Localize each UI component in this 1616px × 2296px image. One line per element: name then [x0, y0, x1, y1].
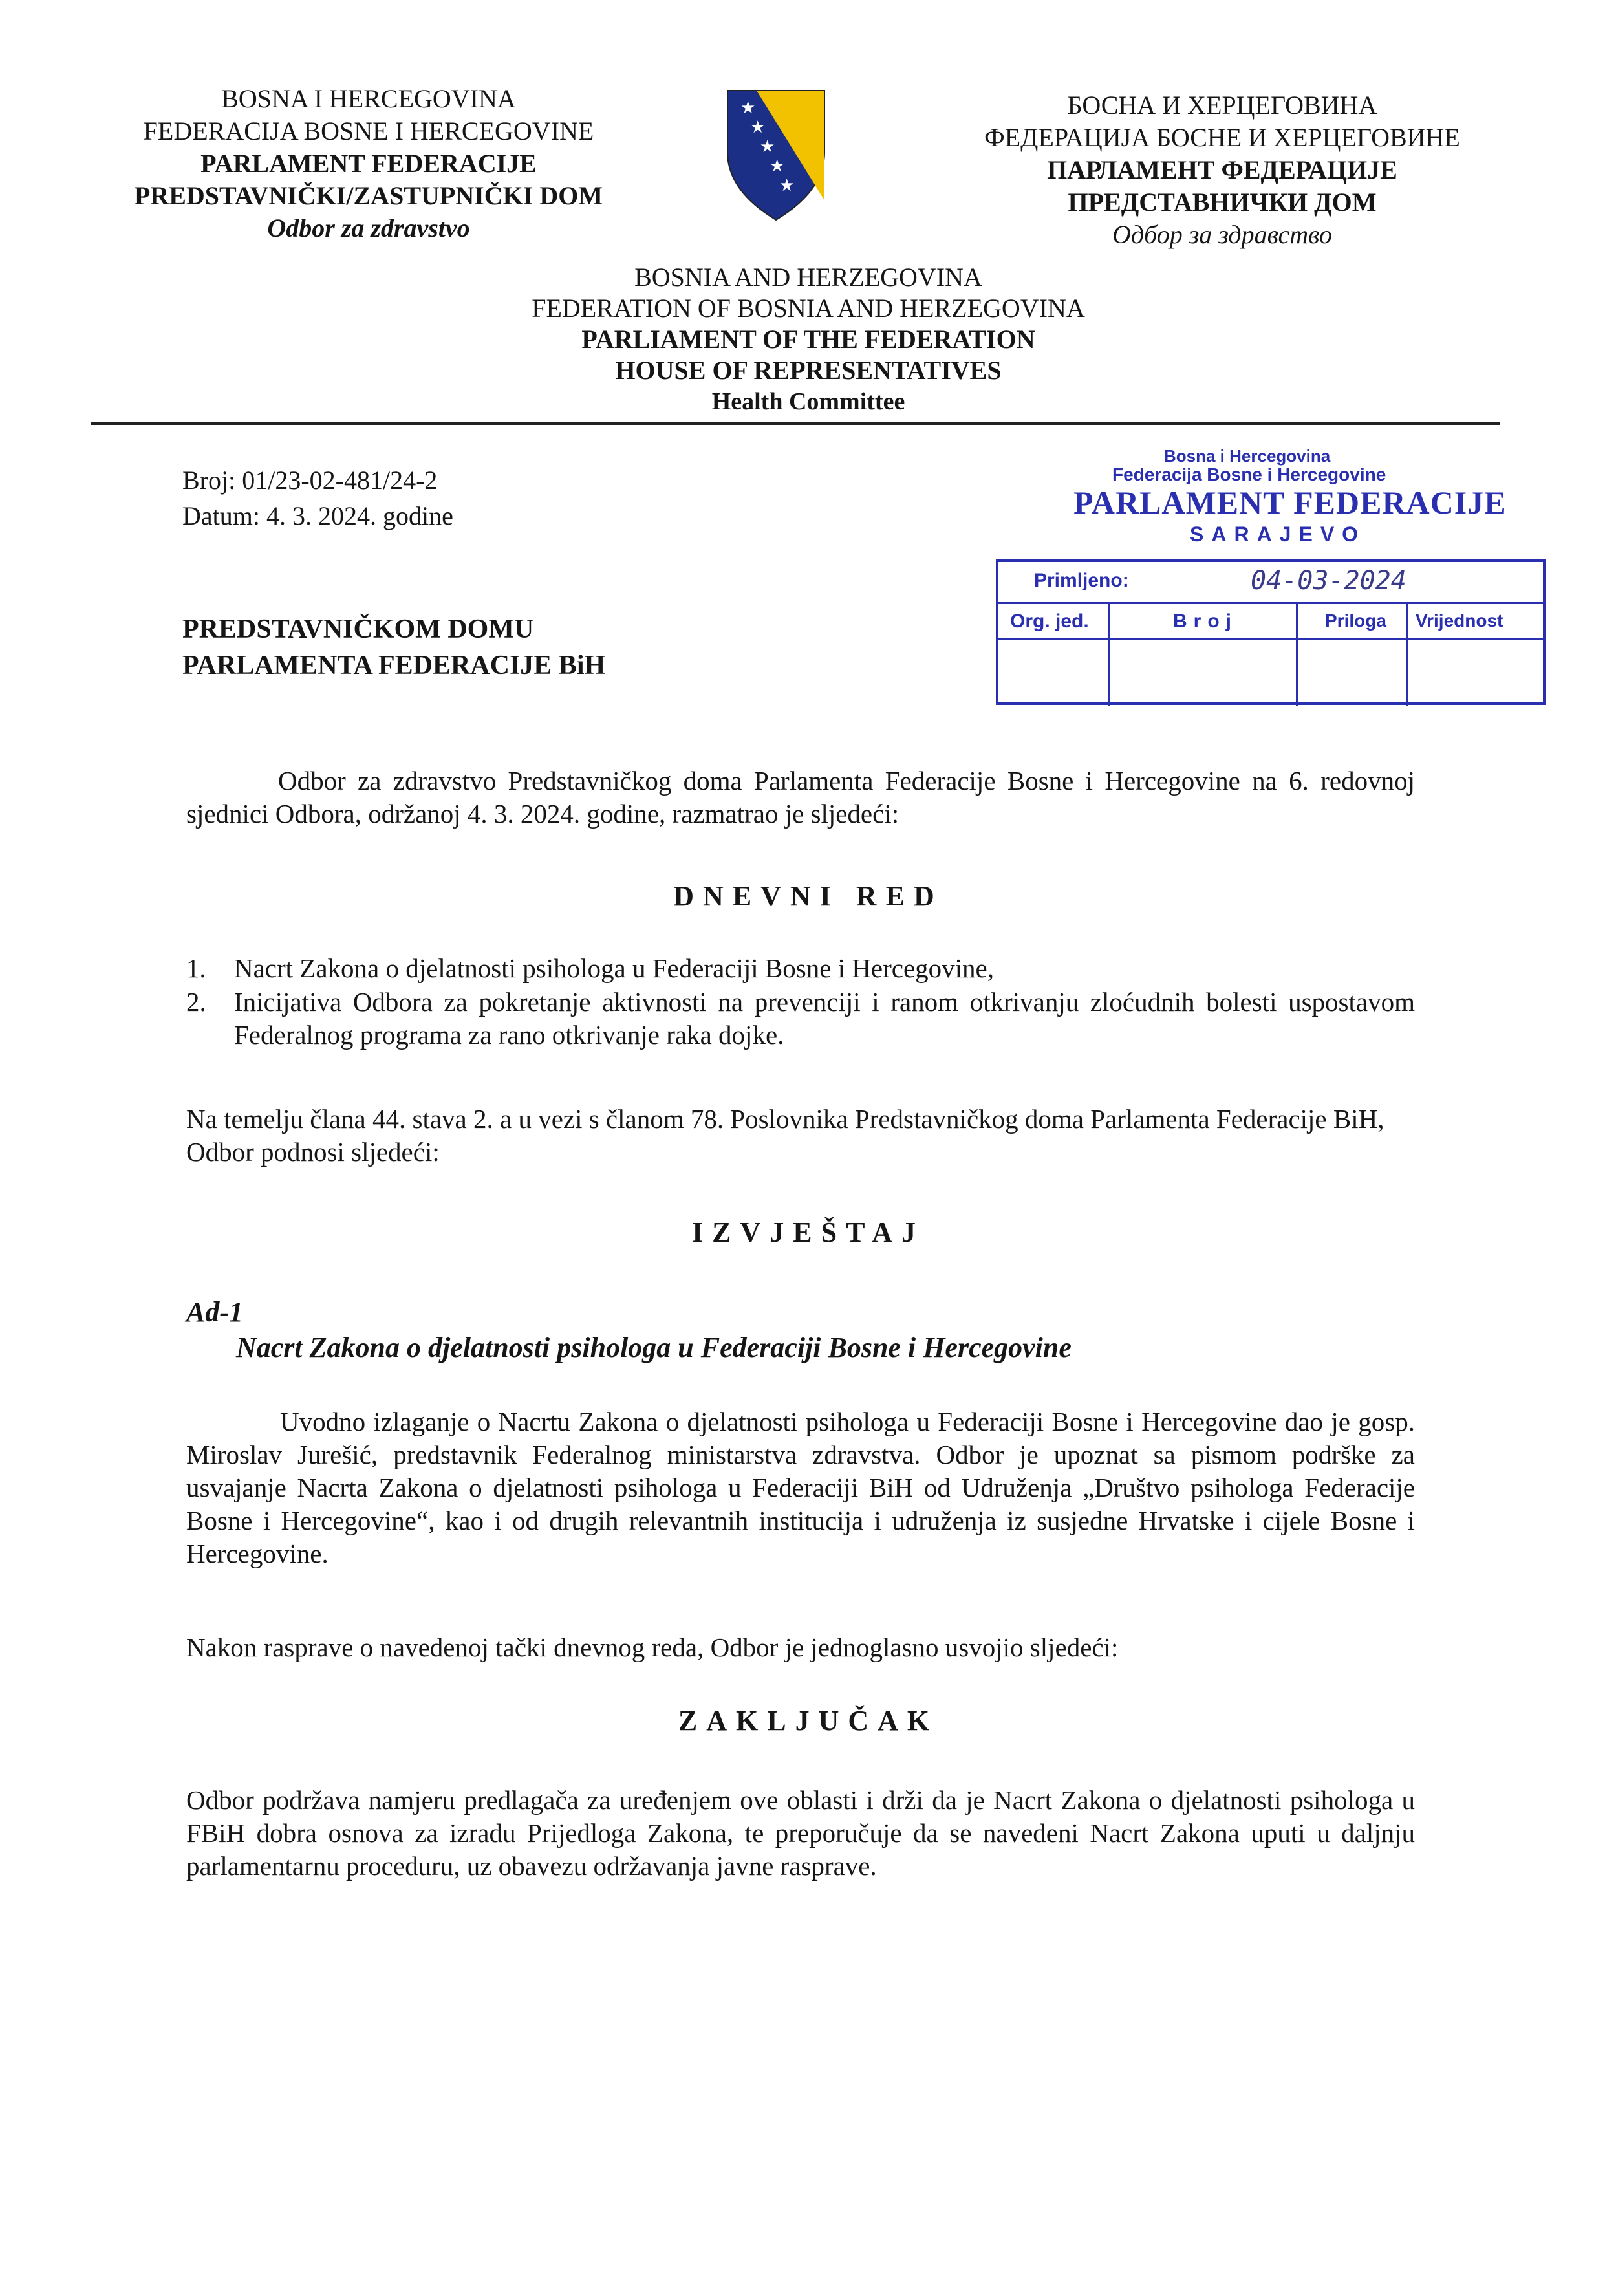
stamp-received-date: 04-03-2024 [1251, 566, 1406, 596]
header-center-house: HOUSE OF REPRESENTATIVES [615, 356, 1002, 385]
header-left [91, 83, 647, 244]
recipient [182, 611, 605, 684]
header-center-entity: FEDERATION OF BOSNIA AND HERZEGOVINA [532, 294, 1085, 323]
report-title: IZVJEŠTAJ [692, 1217, 925, 1248]
agenda-item-text: Nacrt Zakona o djelatnosti psihologa u Federaciji Bosne i Hercegovine, [234, 953, 994, 983]
svg-text:★: ★ [760, 137, 775, 157]
recipient-line-2: PARLAMENTA FEDERACIJE BiH [182, 651, 606, 680]
header-left-country: BOSNA I HERCEGOVINA [221, 84, 516, 113]
stamp-country: Bosna i Hercegovina [1164, 446, 1331, 466]
stamp-entity: Federacija Bosne i Hercegovine [1112, 464, 1386, 484]
header-center-parliament: PARLIAMENT OF THE FEDERATION [581, 325, 1035, 354]
header-divider [91, 422, 1500, 425]
document-date: Datum: 4. 3. 2024. godine [182, 501, 453, 530]
stamp-parliament: PARLAMENT FEDERACIJE [1073, 484, 1507, 521]
agenda-item-number: 1. [186, 953, 206, 983]
stamp-col-number: Broj [1173, 611, 1238, 632]
conclusion-paragraph: Odbor podržava namjeru predlagača za uređenjem ove oblasti i drži da je Nacrt Zakona o djelatnosti psihologa u FBiH dobra osnova za izradu Prijedloga Zakona, te preporučuje da se navedeni Nacrt Zakona uputi u daljnju parlamentarnu proceduru, uz obavezu održavanja javne rasprave. [186, 1785, 1415, 1881]
recipient-line-1: PREDSTAVNIČKOM DOMU [182, 614, 534, 644]
ad1-title: Nacrt Zakona o djelatnosti psihologa u Federaciji Bosne i Hercegovine [236, 1332, 1072, 1363]
header-center [388, 262, 1229, 417]
stamp-col-value: Vrijednost [1416, 611, 1503, 631]
header-right-parliament: ПАРЛАМЕНТ ФЕДЕРАЦИЈЕ [1047, 155, 1397, 184]
header-center-committee: Health Committee [711, 388, 905, 415]
agenda-item-text: Inicijativa Odbora za pokretanje aktivnosti na prevenciji i ranom otkrivanju zloćudnih bolesti uspostavom Federalnog programa za rano otkrivanje raka dojke. [234, 987, 1415, 1050]
agenda-item-1 [186, 952, 1415, 985]
reference-block [182, 462, 453, 534]
header-right-entity: ФЕДЕРАЦИЈА БОСНЕ И ХЕРЦЕГОВИНЕ [984, 123, 1460, 152]
received-stamp [996, 446, 1552, 718]
coat-of-arms-icon [721, 87, 831, 223]
document-number: Broj: 01/23-02-481/24-2 [182, 466, 438, 495]
legal-basis-paragraph: Na temelju člana 44. stava 2. a u vezi s članom 78. Poslovnika Predstavničkog doma Parlamenta Federacije BiH, Odbor podnosi sljedeći: [186, 1104, 1384, 1167]
header-left-committee: Odbor za zdravstvo [267, 213, 470, 243]
header-left-entity: FEDERACIJA BOSNE I HERCEGOVINE [143, 116, 594, 146]
ad1-label: Ad-1 [186, 1296, 243, 1328]
svg-text:★: ★ [770, 157, 785, 176]
svg-text:★: ★ [779, 176, 795, 195]
agenda-item-number: 2. [186, 987, 206, 1017]
agenda-item-2 [186, 986, 1415, 1052]
header-right-committee: Одбор за здравство [1112, 220, 1332, 249]
header-left-house: PREDSTAVNIČKI/ZASTUPNIČKI DOM [134, 181, 603, 210]
stamp-col-attachments: Priloga [1325, 611, 1386, 631]
intro-paragraph: Odbor za zdravstvo Predstavničkog doma Parlamenta Federacije Bosne i Hercegovine na 6. redovnoj sjednici Odbora, održanoj 4. 3. 2024. godine, razmatrao je sljedeći: [186, 766, 1415, 829]
agenda-title: DNEVNI RED [673, 880, 943, 912]
ad1-paragraph: Uvodno izlaganje o Nacrtu Zakona o djelatnosti psihologa u Federaciji Bosne i Hercegovine dao je gosp. Miroslav Jurešić, predstavnik Federalnog ministarstva zdravstva. Odbor je upoznat sa pismom podrške za usvajanje Nacrta Zakona o djelatnosti psihologa u Federaciji BiH od Udruženja „Društvo psihologa Federacije Bosne i Hercegovine“, kao i od drugih relevantnih institucija i udruženja iz susjedne Hrvatske i cijele Bosne i Hercegovine. [186, 1407, 1415, 1568]
header-right-country: БОСНА И ХЕРЦЕГОВИНА [1067, 91, 1377, 120]
svg-text:★: ★ [740, 98, 756, 118]
header-right-house: ПРЕДСТАВНИЧКИ ДОМ [1068, 188, 1377, 217]
stamp-box [996, 559, 1546, 705]
stamp-city: SARAJEVO [1190, 523, 1366, 546]
stamp-col-org: Org. jed. [1010, 611, 1089, 632]
svg-text:★: ★ [750, 118, 766, 137]
stamp-received-label: Primljeno: [1034, 570, 1129, 591]
header-center-country: BOSNIA AND HERZEGOVINA [634, 263, 982, 292]
header-right [918, 89, 1526, 251]
header-left-parliament: PARLAMENT FEDERACIJE [200, 149, 537, 178]
after-discussion-paragraph: Nakon rasprave o navedenoj tački dnevnog reda, Odbor je jednoglasno usvojio sljedeći: [186, 1632, 1119, 1662]
conclusion-title: ZAKLJUČAK [678, 1705, 939, 1737]
